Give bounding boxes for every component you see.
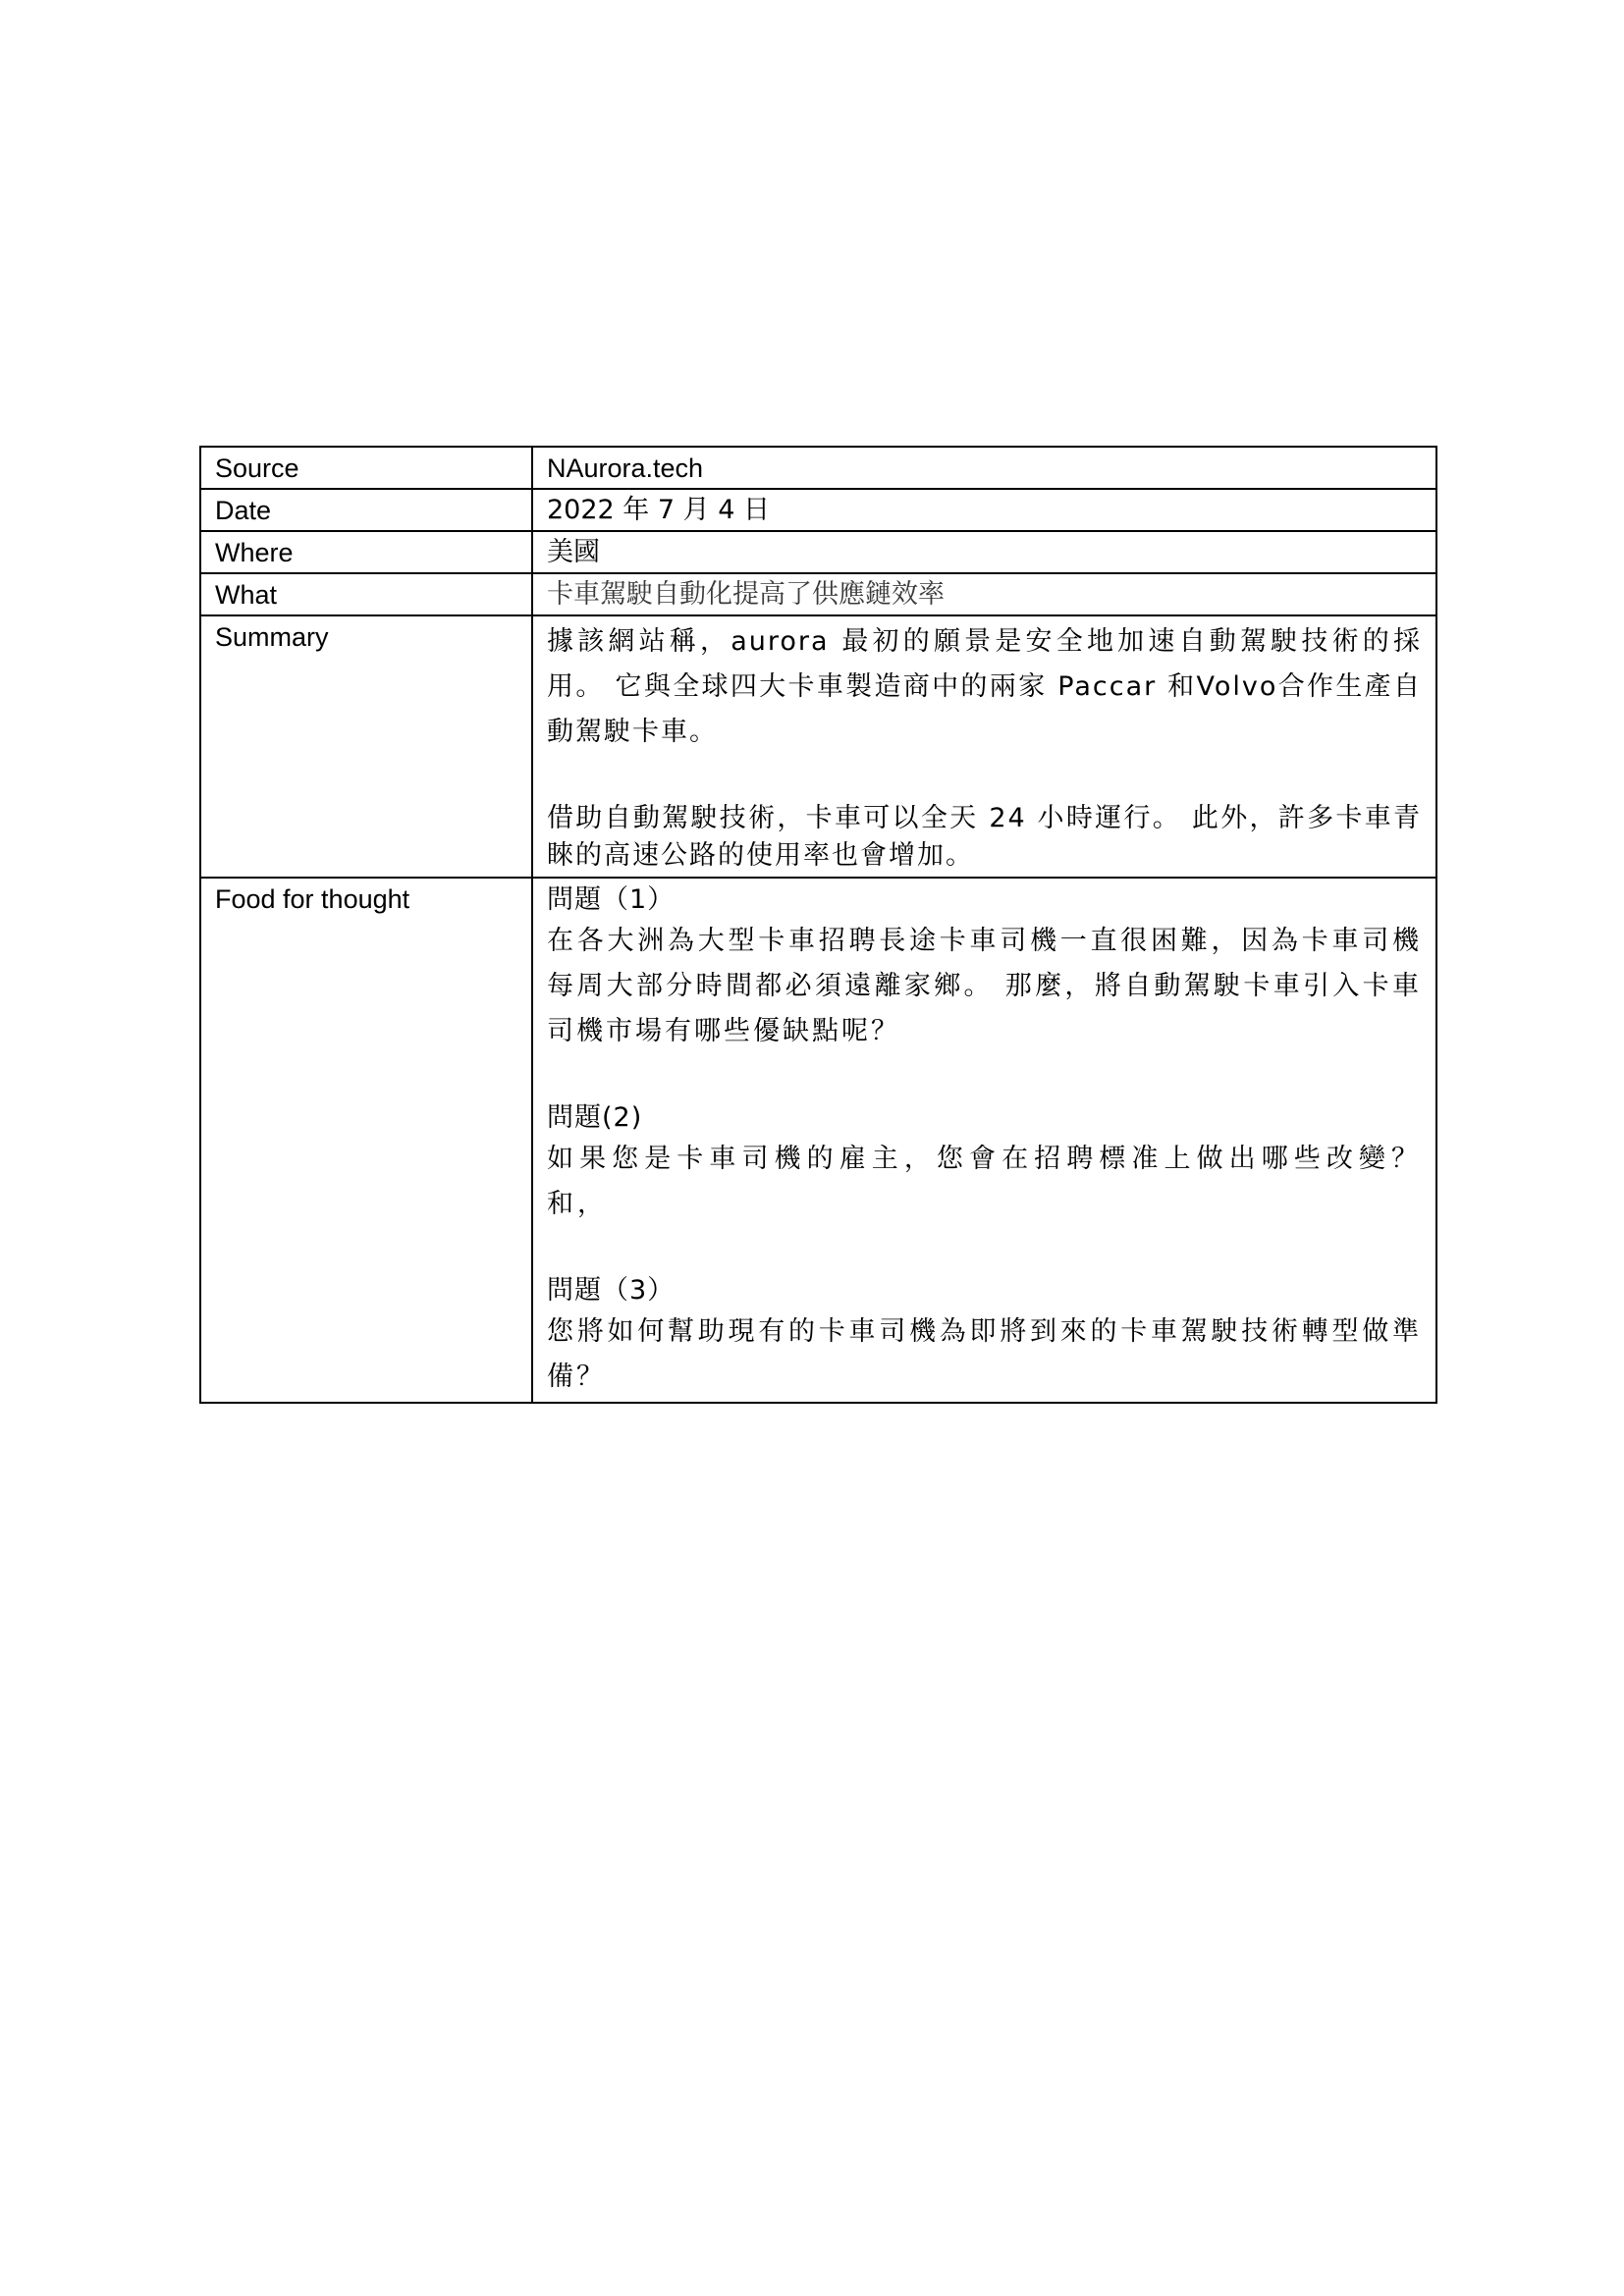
where-label: Where [200,531,532,573]
table-row-summary [200,615,1436,878]
table-row-where [200,531,1436,573]
where-value: 美國 [532,531,1436,573]
table-row-source [200,447,1436,489]
question-1-title: 問題（1） [547,884,676,915]
food-for-thought-value [532,878,1436,1403]
what-label: What [200,573,532,615]
paragraph-gap [547,1227,1422,1272]
table-row-date [200,489,1436,531]
question-3-text: 您將如何幫助現有的卡車司機為即將到來的卡車駕駛技術轉型做準備？ [547,1316,1422,1392]
paragraph-gap [547,755,1422,800]
summary-label: Summary [200,615,532,878]
summary-value [532,615,1436,878]
source-value: NAurora.tech [532,447,1436,489]
food-for-thought-label: Food for thought [200,878,532,1403]
info-table [199,446,1437,1404]
what-text: 卡車駕駛自動化提高了供應鏈效率 [547,579,945,610]
question-1-text: 在各大洲為大型卡車招聘長途卡車司機一直很困難，因為卡車司機每周大部分時間都必須遠離家鄉。 那麼，將自動駕駛卡車引入卡車司機市場有哪些優缺點呢？ [547,926,1422,1046]
paragraph-gap [547,1054,1422,1099]
source-label: Source [200,447,532,489]
date-value: 2022 年 7 月 4 日 [532,489,1436,531]
summary-paragraph-1: 據該網站稱，aurora 最初的願景是安全地加速自動駕駛技術的採用。 它與全球四大卡車製造商中的兩家 Paccar 和Volvo合作生產自動駕駛卡車。 [547,626,1422,747]
question-3-title: 問題（3） [547,1275,676,1306]
summary-paragraph-2: 借助自動駕駛技術，卡車可以全天 24 小時運行。 此外，許多卡車青睞的高速公路的使用率也會增加。 [547,803,1422,871]
what-value [532,573,1436,615]
table-row-what [200,573,1436,615]
question-2-text: 如果您是卡車司機的雇主，您會在招聘標准上做出哪些改變？和， [547,1144,1422,1219]
question-2-title: 問題(2) [547,1102,643,1133]
date-label: Date [200,489,532,531]
table-row-food-for-thought [200,878,1436,1403]
